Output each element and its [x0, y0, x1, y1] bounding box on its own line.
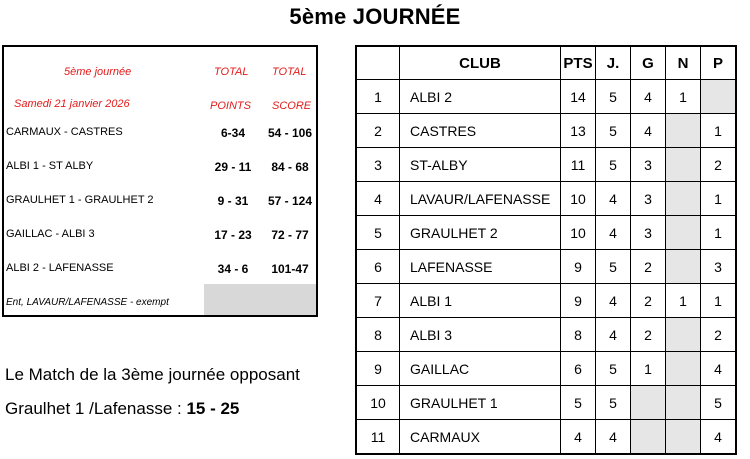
cell-n — [666, 250, 701, 284]
result-row — [4, 218, 316, 252]
note-line-1: Le Match de la 3ème journée opposant — [5, 365, 300, 384]
cell-rank: 2 — [356, 114, 400, 148]
note-match: Graulhet 1 /Lafenasse : — [5, 399, 187, 418]
standings-table — [355, 45, 737, 455]
match-name: GAILLAC - ALBI 3 — [6, 228, 95, 240]
standings-row — [356, 114, 736, 148]
cell-pts: 13 — [561, 114, 596, 148]
match-points: 9 - 31 — [217, 194, 249, 208]
cell-n: 1 — [666, 80, 701, 114]
cell-club: LAVAUR/LAFENASSE — [400, 182, 561, 216]
cell-j: 5 — [596, 250, 631, 284]
cell-club: ALBI 2 — [400, 80, 561, 114]
points-label: POINTS — [210, 100, 251, 112]
standings-row — [356, 182, 736, 216]
cell-n — [666, 182, 701, 216]
standings-row — [356, 352, 736, 386]
cell-club: GRAULHET 1 — [400, 386, 561, 420]
cell-g: 3 — [631, 148, 666, 182]
result-row — [4, 150, 316, 184]
cell-j: 4 — [596, 216, 631, 250]
score-label: SCORE — [272, 100, 312, 112]
cell-g: 4 — [631, 80, 666, 114]
cell-club: LAFENASSE — [400, 250, 561, 284]
cell-club: GRAULHET 2 — [400, 216, 561, 250]
standings-header-row — [356, 46, 736, 80]
cell-club: CARMAUX — [400, 420, 561, 455]
cell-pts: 10 — [561, 182, 596, 216]
round-label: 5ème journée — [64, 66, 132, 78]
cell-n — [666, 318, 701, 352]
cell-n — [666, 352, 701, 386]
match-points: 29 - 11 — [214, 160, 252, 174]
cell-j: 4 — [596, 420, 631, 455]
standings-row — [356, 284, 736, 318]
cell-club: ALBI 3 — [400, 318, 561, 352]
cell-pts: 4 — [561, 420, 596, 455]
cell-n — [666, 386, 701, 420]
cell-rank: 3 — [356, 148, 400, 182]
cell-p: 3 — [701, 250, 737, 284]
cell-p: 5 — [701, 386, 737, 420]
exempt-note: Ent, LAVAUR/LAFENASSE - exempt — [6, 297, 169, 308]
header-p: P — [701, 46, 737, 80]
cell-j: 5 — [596, 148, 631, 182]
cell-g: 2 — [631, 318, 666, 352]
cell-p: 2 — [701, 318, 737, 352]
header-j: J. — [596, 46, 631, 80]
cell-n — [666, 114, 701, 148]
cell-rank: 7 — [356, 284, 400, 318]
date-label: Samedi 21 janvier 2026 — [14, 98, 130, 110]
cell-g: 1 — [631, 352, 666, 386]
total-label-1: TOTAL — [214, 66, 249, 78]
match-points: 34 - 6 — [217, 262, 249, 276]
total-label-2: TOTAL — [272, 66, 307, 78]
header-rank — [356, 46, 400, 80]
cell-p: 1 — [701, 182, 737, 216]
cell-j: 5 — [596, 352, 631, 386]
cell-g: 2 — [631, 250, 666, 284]
cell-p: 1 — [701, 284, 737, 318]
result-row — [4, 116, 316, 150]
cell-club: CASTRES — [400, 114, 561, 148]
cell-n — [666, 148, 701, 182]
match-score: 84 - 68 — [271, 160, 309, 174]
cell-g — [631, 420, 666, 455]
cell-j: 4 — [596, 318, 631, 352]
cell-rank: 8 — [356, 318, 400, 352]
note-line-2 — [5, 399, 239, 419]
header-g: G — [631, 46, 666, 80]
cell-pts: 14 — [561, 80, 596, 114]
cell-n — [666, 216, 701, 250]
standings-row — [356, 318, 736, 352]
cell-rank: 9 — [356, 352, 400, 386]
cell-n — [666, 420, 701, 455]
cell-j: 5 — [596, 114, 631, 148]
result-row — [4, 252, 316, 286]
cell-rank: 11 — [356, 420, 400, 455]
cell-rank: 10 — [356, 386, 400, 420]
cell-j: 5 — [596, 386, 631, 420]
cell-p: 2 — [701, 148, 737, 182]
cell-j: 4 — [596, 284, 631, 318]
results-header — [4, 47, 316, 116]
match-name: CARMAUX - CASTRES — [6, 126, 123, 138]
cell-g: 3 — [631, 216, 666, 250]
standings-row — [356, 386, 736, 420]
cell-n: 1 — [666, 284, 701, 318]
cell-pts: 5 — [561, 386, 596, 420]
cell-p: 1 — [701, 114, 737, 148]
cell-pts: 8 — [561, 318, 596, 352]
cell-g — [631, 386, 666, 420]
standings-row — [356, 216, 736, 250]
cell-pts: 9 — [561, 284, 596, 318]
cell-club: GAILLAC — [400, 352, 561, 386]
cell-p — [701, 80, 737, 114]
match-name: GRAULHET 1 - GRAULHET 2 — [6, 194, 154, 206]
match-name: ALBI 1 - ST ALBY — [6, 160, 94, 172]
cell-p: 4 — [701, 352, 737, 386]
cell-j: 5 — [596, 80, 631, 114]
cell-p: 4 — [701, 420, 737, 455]
exempt-shade — [204, 284, 316, 315]
cell-g: 3 — [631, 182, 666, 216]
cell-j: 4 — [596, 182, 631, 216]
cell-pts: 11 — [561, 148, 596, 182]
cell-p: 1 — [701, 216, 737, 250]
match-score: 101-47 — [271, 262, 309, 276]
match-score: 72 - 77 — [271, 228, 309, 242]
header-club: CLUB — [400, 46, 561, 80]
cell-club: ALBI 1 — [400, 284, 561, 318]
cell-rank: 1 — [356, 80, 400, 114]
match-points: 6-34 — [220, 126, 246, 140]
cell-g: 2 — [631, 284, 666, 318]
cell-rank: 4 — [356, 182, 400, 216]
results-table — [2, 45, 318, 317]
cell-pts: 9 — [561, 250, 596, 284]
standings-row — [356, 80, 736, 114]
header-n: N — [666, 46, 701, 80]
match-name: ALBI 2 - LAFENASSE — [6, 262, 114, 274]
standings-row — [356, 148, 736, 182]
header-pts: PTS — [561, 46, 596, 80]
match-points: 17 - 23 — [214, 228, 252, 242]
standings-row — [356, 250, 736, 284]
cell-rank: 5 — [356, 216, 400, 250]
standings-row — [356, 420, 736, 455]
result-row — [4, 184, 316, 218]
note-score: 15 - 25 — [186, 399, 240, 418]
cell-club: ST-ALBY — [400, 148, 561, 182]
cell-pts: 10 — [561, 216, 596, 250]
page-title: 5ème JOURNÉE — [289, 4, 461, 29]
cell-pts: 6 — [561, 352, 596, 386]
cell-rank: 6 — [356, 250, 400, 284]
cell-g: 4 — [631, 114, 666, 148]
match-score: 54 - 106 — [267, 126, 313, 140]
match-score: 57 - 124 — [267, 194, 313, 208]
